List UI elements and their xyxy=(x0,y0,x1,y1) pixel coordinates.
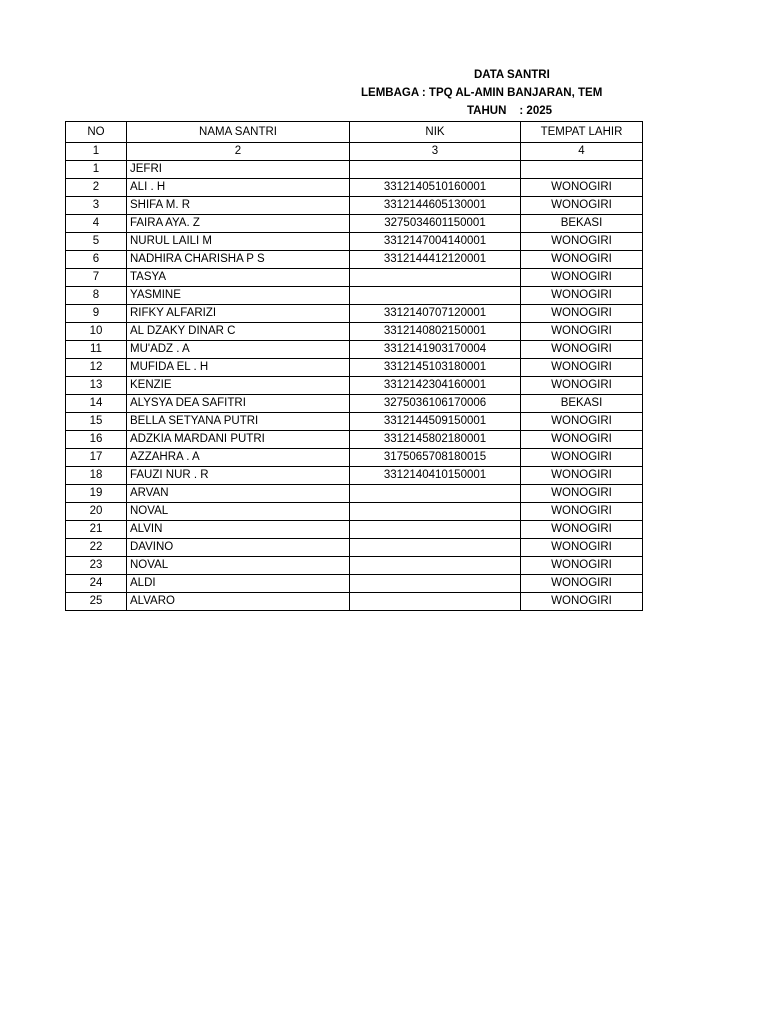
cell-nama-santri: RIFKY ALFARIZI xyxy=(127,305,350,323)
year-label: TAHUN xyxy=(467,105,507,117)
cell-no: 23 xyxy=(66,557,127,575)
cell-nama-santri: MU'ADZ . A xyxy=(127,341,350,359)
cell-nik xyxy=(350,161,521,179)
cell-no: 4 xyxy=(66,215,127,233)
cell-tempat-lahir: WONOGIRI xyxy=(521,449,643,467)
table-row xyxy=(66,539,643,557)
cell-no: 9 xyxy=(66,305,127,323)
column-number: 3 xyxy=(350,143,521,161)
table-row xyxy=(66,467,643,485)
cell-nama-santri: TASYA xyxy=(127,269,350,287)
cell-nama-santri: SHIFA M. R xyxy=(127,197,350,215)
institution-line: LEMBAGA : TPQ AL-AMIN BANJARAN, TEM xyxy=(361,87,603,99)
cell-tempat-lahir: WONOGIRI xyxy=(521,377,643,395)
cell-tempat-lahir: WONOGIRI xyxy=(521,233,643,251)
cell-nik: 3312144605130001 xyxy=(350,197,521,215)
cell-no: 15 xyxy=(66,413,127,431)
cell-tempat-lahir: WONOGIRI xyxy=(521,575,643,593)
cell-no: 20 xyxy=(66,503,127,521)
cell-nama-santri: ALVARO xyxy=(127,593,350,611)
cell-no: 12 xyxy=(66,359,127,377)
cell-no: 11 xyxy=(66,341,127,359)
cell-nik: 3312142304160001 xyxy=(350,377,521,395)
table-row xyxy=(66,521,643,539)
cell-nama-santri: BELLA SETYANA PUTRI xyxy=(127,413,350,431)
cell-no: 7 xyxy=(66,269,127,287)
column-header-tempat-lahir: TEMPAT LAHIR xyxy=(521,122,643,143)
cell-nik xyxy=(350,503,521,521)
cell-nik xyxy=(350,557,521,575)
table-row xyxy=(66,341,643,359)
table-row xyxy=(66,233,643,251)
cell-nama-santri: YASMINE xyxy=(127,287,350,305)
cell-nik xyxy=(350,269,521,287)
cell-tempat-lahir: WONOGIRI xyxy=(521,287,643,305)
cell-tempat-lahir: WONOGIRI xyxy=(521,467,643,485)
cell-nama-santri: ARVAN xyxy=(127,485,350,503)
table-row xyxy=(66,287,643,305)
column-number: 2 xyxy=(127,143,350,161)
cell-nama-santri: NOVAL xyxy=(127,557,350,575)
cell-nik: 3312140510160001 xyxy=(350,179,521,197)
cell-nik: 3275034601150001 xyxy=(350,215,521,233)
cell-tempat-lahir: WONOGIRI xyxy=(521,179,643,197)
cell-tempat-lahir: WONOGIRI xyxy=(521,251,643,269)
cell-nik: 3275036106170006 xyxy=(350,395,521,413)
cell-no: 8 xyxy=(66,287,127,305)
table-row xyxy=(66,359,643,377)
cell-nik: 3312144412120001 xyxy=(350,251,521,269)
cell-no: 2 xyxy=(66,179,127,197)
document-title: DATA SANTRI xyxy=(474,69,550,81)
table-row xyxy=(66,197,643,215)
cell-tempat-lahir: WONOGIRI xyxy=(521,431,643,449)
cell-nama-santri: KENZIE xyxy=(127,377,350,395)
cell-nik: 3312141903170004 xyxy=(350,341,521,359)
cell-tempat-lahir: WONOGIRI xyxy=(521,323,643,341)
cell-nama-santri: ALVIN xyxy=(127,521,350,539)
cell-tempat-lahir: WONOGIRI xyxy=(521,269,643,287)
cell-nama-santri: NADHIRA CHARISHA P S xyxy=(127,251,350,269)
cell-nama-santri: NURUL LAILI M xyxy=(127,233,350,251)
cell-nik: 3312145802180001 xyxy=(350,431,521,449)
cell-tempat-lahir: WONOGIRI xyxy=(521,341,643,359)
cell-nama-santri: AL DZAKY DINAR C xyxy=(127,323,350,341)
table-row xyxy=(66,395,643,413)
cell-nik: 3312147004140001 xyxy=(350,233,521,251)
cell-no: 18 xyxy=(66,467,127,485)
cell-no: 22 xyxy=(66,539,127,557)
cell-nik: 3312145103180001 xyxy=(350,359,521,377)
cell-nik xyxy=(350,485,521,503)
table-row xyxy=(66,251,643,269)
cell-nama-santri: MUFIDA EL . H xyxy=(127,359,350,377)
cell-tempat-lahir: WONOGIRI xyxy=(521,503,643,521)
table-row xyxy=(66,557,643,575)
cell-tempat-lahir xyxy=(521,161,643,179)
cell-tempat-lahir: BEKASI xyxy=(521,395,643,413)
table-row xyxy=(66,323,643,341)
cell-tempat-lahir: WONOGIRI xyxy=(521,593,643,611)
cell-nik xyxy=(350,521,521,539)
cell-tempat-lahir: WONOGIRI xyxy=(521,539,643,557)
column-header-no: NO xyxy=(66,122,127,143)
column-number: 1 xyxy=(66,143,127,161)
cell-nik xyxy=(350,575,521,593)
table-row xyxy=(66,593,643,611)
cell-nama-santri: ALYSYA DEA SAFITRI xyxy=(127,395,350,413)
cell-nik: 3175065708180015 xyxy=(350,449,521,467)
cell-no: 10 xyxy=(66,323,127,341)
table-row xyxy=(66,269,643,287)
table-row xyxy=(66,161,643,179)
cell-nik xyxy=(350,539,521,557)
cell-tempat-lahir: WONOGIRI xyxy=(521,359,643,377)
table-row xyxy=(66,503,643,521)
cell-nik: 3312144509150001 xyxy=(350,413,521,431)
cell-nik: 3312140707120001 xyxy=(350,305,521,323)
cell-no: 1 xyxy=(66,161,127,179)
table-row xyxy=(66,179,643,197)
year-line xyxy=(467,104,552,118)
cell-nik: 3312140802150001 xyxy=(350,323,521,341)
cell-nik: 3312140410150001 xyxy=(350,467,521,485)
table-row xyxy=(66,431,643,449)
cell-no: 13 xyxy=(66,377,127,395)
cell-tempat-lahir: WONOGIRI xyxy=(521,557,643,575)
column-header-nama: NAMA SANTRI xyxy=(127,122,350,143)
table-row xyxy=(66,215,643,233)
cell-no: 5 xyxy=(66,233,127,251)
cell-tempat-lahir: WONOGIRI xyxy=(521,485,643,503)
cell-nik xyxy=(350,287,521,305)
cell-no: 25 xyxy=(66,593,127,611)
cell-tempat-lahir: BEKASI xyxy=(521,215,643,233)
cell-tempat-lahir: WONOGIRI xyxy=(521,305,643,323)
cell-tempat-lahir: WONOGIRI xyxy=(521,521,643,539)
year-value: : 2025 xyxy=(519,105,553,117)
cell-nama-santri: AZZAHRA . A xyxy=(127,449,350,467)
cell-no: 17 xyxy=(66,449,127,467)
cell-no: 21 xyxy=(66,521,127,539)
cell-nama-santri: ADZKIA MARDANI PUTRI xyxy=(127,431,350,449)
cell-nik xyxy=(350,593,521,611)
cell-no: 6 xyxy=(66,251,127,269)
table-row xyxy=(66,485,643,503)
cell-nama-santri: DAVINO xyxy=(127,539,350,557)
table-row xyxy=(66,413,643,431)
cell-nama-santri: JEFRI xyxy=(127,161,350,179)
cell-tempat-lahir: WONOGIRI xyxy=(521,197,643,215)
santri-table xyxy=(65,121,643,611)
column-number-row xyxy=(66,143,643,161)
cell-no: 3 xyxy=(66,197,127,215)
table-row xyxy=(66,575,643,593)
column-header-nik: NIK xyxy=(350,122,521,143)
cell-tempat-lahir: WONOGIRI xyxy=(521,413,643,431)
cell-nama-santri: NOVAL xyxy=(127,503,350,521)
cell-no: 24 xyxy=(66,575,127,593)
table-header-row xyxy=(66,122,643,143)
table-row xyxy=(66,305,643,323)
table-row xyxy=(66,449,643,467)
cell-no: 14 xyxy=(66,395,127,413)
cell-no: 19 xyxy=(66,485,127,503)
column-number: 4 xyxy=(521,143,643,161)
cell-nama-santri: FAIRA AYA. Z xyxy=(127,215,350,233)
table-row xyxy=(66,377,643,395)
cell-nama-santri: FAUZI NUR . R xyxy=(127,467,350,485)
cell-no: 16 xyxy=(66,431,127,449)
cell-nama-santri: ALDI xyxy=(127,575,350,593)
cell-nama-santri: ALI . H xyxy=(127,179,350,197)
